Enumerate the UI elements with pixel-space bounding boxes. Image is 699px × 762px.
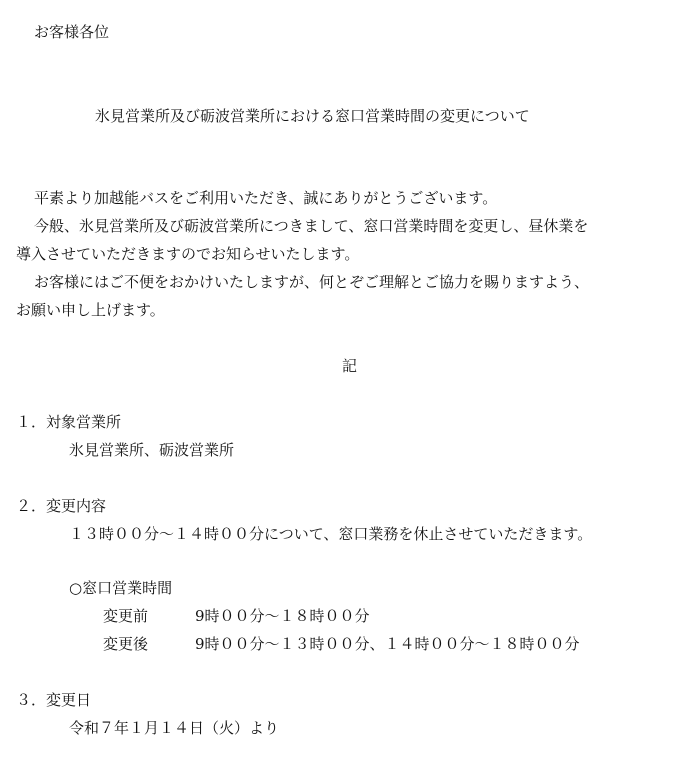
section-1-content: 氷見営業所、砺波営業所 [69,441,235,459]
ki-heading: 記 [342,357,358,375]
section-1-heading: １．対象営業所 [16,413,122,431]
before-value: 9時００分～１８時００分 [195,607,370,625]
before-label: 変更前 [103,607,149,625]
body-paragraph-3-line-1: お客様にはご不便をおかけいたしますが、何とぞご理解とご協力を賜りますよう、 [34,273,590,291]
body-paragraph-2-line-2: 導入させていただきますのでお知らせいたします。 [16,245,360,263]
section-2-content: １３時００分～１４時００分について、窓口業務を休止させていただきます。 [69,525,593,543]
section-3-content: 令和７年１月１４日（火）より [69,719,280,737]
section-3-heading: ３．変更日 [16,691,92,709]
after-label: 変更後 [103,635,149,653]
section-2-heading: ２．変更内容 [16,497,107,515]
after-value: 9時００分～１３時００分、１４時００分～１８時００分 [195,635,580,653]
document-title: 氷見営業所及び砺波営業所における窓口営業時間の変更について [95,107,530,125]
addressee: お客様各位 [34,23,110,41]
hours-heading: ○窓口営業時間 [69,579,173,597]
body-paragraph-2-line-1: 今般、氷見営業所及び砺波営業所につきまして、窓口営業時間を変更し、昼休業を [34,217,589,235]
body-paragraph-3-line-2: お願い申し上げます。 [16,301,165,319]
body-paragraph-1: 平素より加越能バスをご利用いただき、誠にありがとうございます。 [34,189,498,207]
